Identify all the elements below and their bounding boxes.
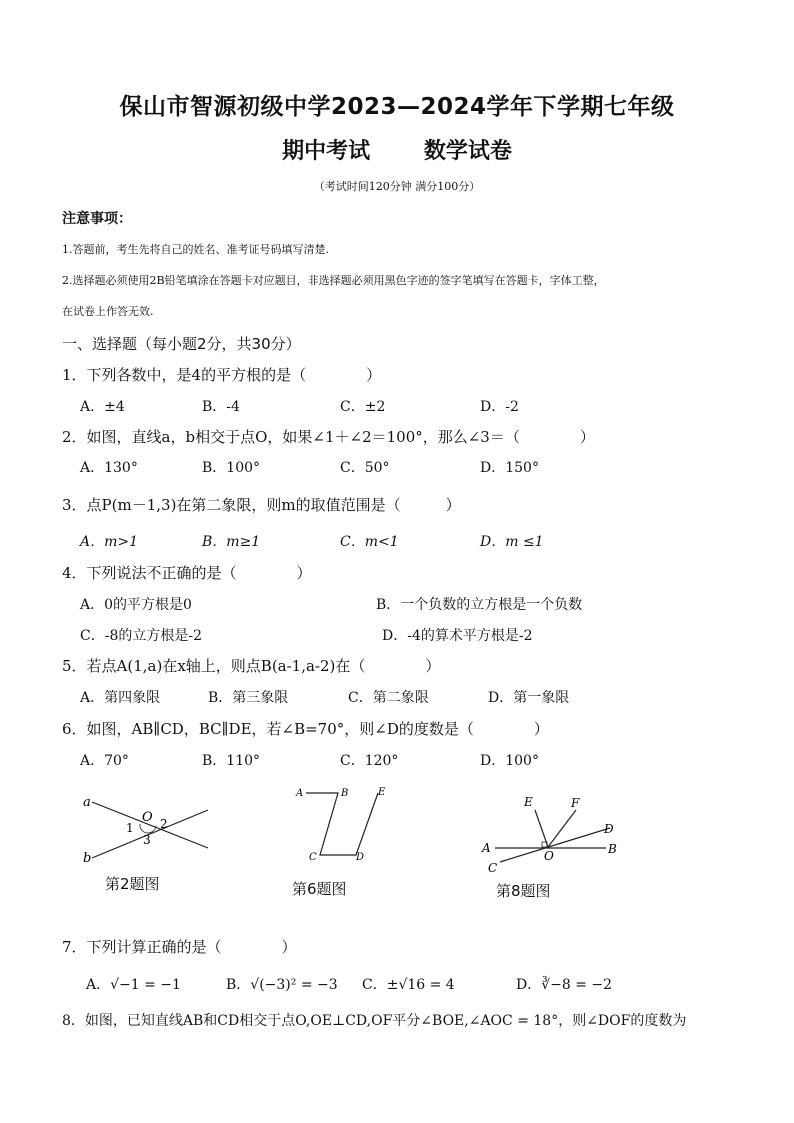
q2-option-a: A．130° <box>80 460 138 476</box>
label-a: A <box>482 841 491 855</box>
figure-2 <box>80 790 215 870</box>
section-heading: 一、选择题（每小题2分，共30分） <box>62 335 301 353</box>
question-2-stem: 2．如图，直线a，b相交于点O，如果∠1＋∠2＝100°，那么∠3＝（ ） <box>62 428 595 446</box>
label-o: O <box>544 849 554 863</box>
figure-2-caption: 第2题图 <box>105 875 160 893</box>
q7-option-d: D．∛−8 = −2 <box>516 977 613 993</box>
question-5-stem: 5．若点A(1,a)在x轴上，则点B(a-1,a-2)在（ ） <box>62 657 441 675</box>
label-a: A <box>296 788 304 799</box>
label-3: 3 <box>143 833 151 847</box>
question-6-stem: 6．如图，AB∥CD，BC∥DE，若∠B=70°，则∠D的度数是（ ） <box>62 720 549 738</box>
q4-option-d: D．-4的算术平方根是-2 <box>382 628 533 644</box>
label-f: F <box>571 796 580 810</box>
q1-option-b: B．-4 <box>202 399 240 415</box>
q2-option-d: D．150° <box>480 460 539 476</box>
q5-option-c: C．第二象限 <box>348 690 429 706</box>
q6-option-b: B．110° <box>202 753 261 769</box>
q5-option-b: B．第三象限 <box>208 690 289 706</box>
figure-8 <box>478 790 628 880</box>
exam-title-line2: 期中考试 数学试卷 <box>282 139 512 164</box>
label-e: E <box>524 795 533 809</box>
q4-option-a: A．0的平方根是0 <box>80 597 192 613</box>
label-d: D <box>604 822 614 836</box>
polyline-abcde <box>306 793 378 855</box>
question-3-stem: 3．点P(m－1,3)在第二象限，则m的取值范围是（ ） <box>62 496 461 514</box>
q4-option-b: B．一个负数的立方根是一个负数 <box>376 597 583 613</box>
label-e: E <box>378 787 386 798</box>
label-c: C <box>488 861 498 875</box>
q3-option-b: B．m≥1 <box>202 534 261 550</box>
q2-option-c: C．50° <box>340 460 390 476</box>
label-b: B <box>341 788 349 799</box>
label-c: C <box>309 852 317 863</box>
q1-option-a: A．±4 <box>80 399 125 415</box>
label-2: 2 <box>160 817 168 831</box>
q1-option-c: C．±2 <box>340 399 386 415</box>
question-8-stem: 8．如图，已知直线AB和CD相交于点O,OE⊥CD,OF平分∠BOE,∠AOC = 18°，则∠DOF的度数为 <box>62 1013 687 1029</box>
label-b: B <box>608 842 617 856</box>
label-a: a <box>83 795 91 810</box>
figure-6-caption: 第6题图 <box>292 880 347 898</box>
notice-heading: 注意事项： <box>62 211 132 227</box>
q3-option-d: D．m ≤1 <box>480 534 544 550</box>
q6-option-d: D．100° <box>480 753 539 769</box>
q4-option-c: C．-8的立方根是-2 <box>80 628 202 644</box>
question-1-stem: 1．下列各数中，是4的平方根的是（ ） <box>62 366 382 384</box>
q1-option-d: D．-2 <box>480 399 519 415</box>
label-o: O <box>142 810 153 825</box>
q5-option-d: D．第一象限 <box>488 690 570 706</box>
q7-option-c: C．±√16 = 4 <box>362 977 455 993</box>
ray-oe <box>535 810 548 847</box>
figure-6 <box>292 783 392 868</box>
label-1: 1 <box>126 821 134 835</box>
notice-item-2: 2.选择题必须使用2B铅笔填涂在答题卡对应题目，非选择题必须用黑色字迹的签字笔填写在答题卡，字体工整， <box>62 274 605 287</box>
q3-option-c: C．m<1 <box>340 534 399 550</box>
line-cd <box>500 828 610 862</box>
label-d: D <box>356 852 365 863</box>
ray-of <box>548 810 576 847</box>
notice-item-2-cont: 在试卷上作答无效. <box>62 305 154 318</box>
q7-option-a: A．√−1 = −1 <box>86 977 181 993</box>
q7-option-b: B．√(−3)² = −3 <box>226 977 338 993</box>
exam-info: （考试时间120分钟 满分100分） <box>313 180 481 193</box>
q5-option-a: A．第四象限 <box>80 690 161 706</box>
angle-3-arc <box>140 824 156 833</box>
notice-item-1: 1.答题前，考生先将自己的姓名、准考证号码填写清楚. <box>62 243 329 256</box>
question-7-stem: 7．下列计算正确的是（ ） <box>62 938 297 956</box>
q6-option-c: C．120° <box>340 753 399 769</box>
q3-option-a: A．m>1 <box>80 534 139 550</box>
q6-option-a: A．70° <box>80 753 129 769</box>
label-b: b <box>83 851 92 866</box>
exam-title-line1: 保山市智源初级中学2023—2024学年下学期七年级 <box>119 94 675 120</box>
figure-8-caption: 第8题图 <box>496 882 551 900</box>
q2-option-b: B．100° <box>202 460 261 476</box>
question-4-stem: 4．下列说法不正确的是（ ） <box>62 564 312 582</box>
